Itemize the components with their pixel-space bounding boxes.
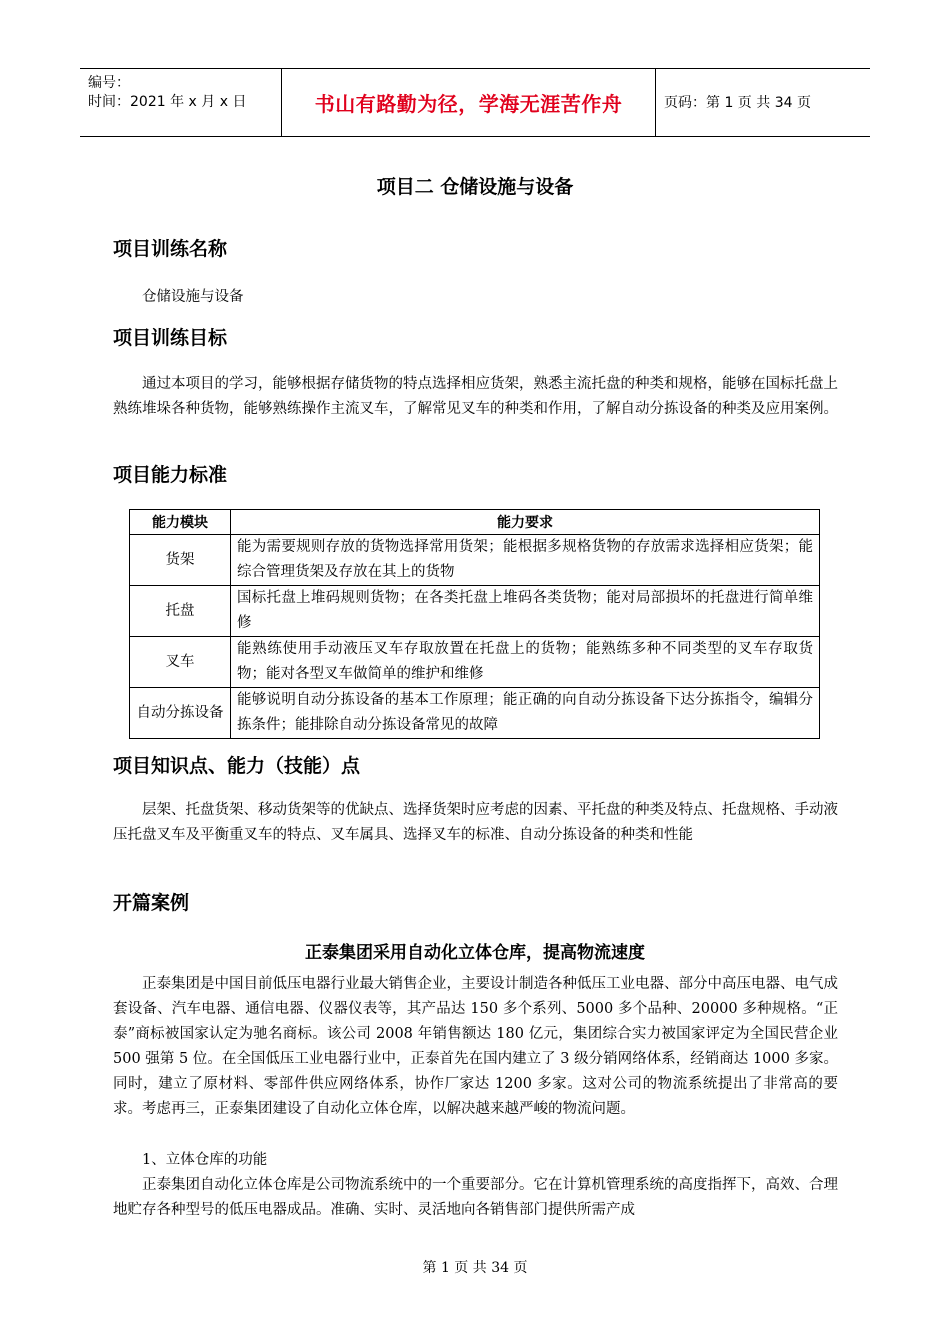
table-row xyxy=(130,535,820,586)
case-title: 正泰集团采用自动化立体仓库，提高物流速度 xyxy=(305,943,645,963)
section-text-knowledge: 层架、托盘货架、移动货架等的优缺点、选择货架时应考虑的因素、平托盘的种类及特点、托盘规格、手动液压托盘叉车及平衡重叉车的特点、叉车属具、选择叉车的标准、自动分拣设备的种类和性能 xyxy=(113,802,838,843)
header-motto: 书山有路勤为径，学海无涯苦作舟 xyxy=(282,68,656,136)
table-row xyxy=(130,586,820,637)
table-header-module: 能力模块 xyxy=(130,510,231,535)
section-heading-goal: 项目训练目标 xyxy=(113,327,228,349)
header-date: 时间：2021 年 x 月 x 日 xyxy=(88,94,247,110)
section-heading-knowledge: 项目知识点、能力（技能）点 xyxy=(113,755,361,777)
header-meta xyxy=(80,68,282,136)
header-bottom-rule xyxy=(80,136,870,137)
table-row xyxy=(130,688,820,739)
table-cell-module: 托盘 xyxy=(130,586,231,637)
table-cell-module: 自动分拣设备 xyxy=(130,688,231,739)
table-row xyxy=(130,637,820,688)
table-cell-requirement: 能够说明自动分拣设备的基本工作原理；能正确的向自动分拣设备下达分拣指令，编辑分拣条件；能排除自动分拣设备常见的故障 xyxy=(231,688,820,739)
table-header-requirement: 能力要求 xyxy=(231,510,820,535)
table-cell-requirement: 国标托盘上堆码规则货物；在各类托盘上堆码各类货物；能对局部损坏的托盘进行简单维修 xyxy=(231,586,820,637)
page-title: 项目二 仓储设施与设备 xyxy=(376,176,574,198)
section-text-goal: 通过本项目的学习，能够根据存储货物的特点选择相应货架，熟悉主流托盘的种类和规格，能够在国标托盘上熟练堆垛各种货物，能够熟练操作主流叉车，了解常见叉车的种类和作用，了解自动分拣设备的种类及应用案例。 xyxy=(113,376,838,417)
table-cell-requirement: 能为需要规则存放的货物选择常用货架；能根据多规格货物的存放需求选择相应货架；能综合管理货架及存放在其上的货物 xyxy=(231,535,820,586)
table-cell-requirement: 能熟练使用手动液压叉车存取放置在托盘上的货物；能熟练多种不同类型的叉车存取货物；能对各型叉车做简单的维护和维修 xyxy=(231,637,820,688)
table-cell-module: 货架 xyxy=(130,535,231,586)
section-heading-name: 项目训练名称 xyxy=(113,238,228,260)
case-paragraph-1: 正泰集团是中国目前低压电器行业最大销售企业，主要设计制造各种低压工业电器、部分中高压电器、电气成套设备、汽车电器、通信电器、仪器仪表等，其产品达 150 多个系列、5000 多个品种、20000 多种规格。“正泰”商标被国家认定为驰名商标。该公司 2008 年销售额达 180 亿元，集团综合实力被国家评定为全国民营企业 500 强第 5 位。在全国低压工业电器行业中，正泰首先在国内建立了 3 级分销网络体系，经销商达 1000 多家。同时，建立了原材料、零部件供应网络体系，协作厂家达 1200 多家。这对公司的物流系统提出了非常高的要求。考虑再三，正泰集团建设了自动化立体仓库，以解决越来越严峻的物流问题。 xyxy=(113,976,838,1117)
ability-table xyxy=(129,509,820,739)
page-footer: 第 1 页 共 34 页 xyxy=(422,1260,528,1276)
header-number: 编号： xyxy=(88,75,130,91)
case-subheading: 1、立体仓库的功能 xyxy=(142,1152,268,1168)
section-heading-case: 开篇案例 xyxy=(113,892,190,914)
case-paragraph-2: 正泰集团自动化立体仓库是公司物流系统中的一个重要部分。它在计算机管理系统的高度指挥下，高效、合理地贮存各种型号的低压电器成品。准确、实时、灵活地向各销售部门提供所需产成 xyxy=(113,1177,838,1218)
section-text-name: 仓储设施与设备 xyxy=(142,289,244,305)
table-header-row xyxy=(130,510,820,535)
header-page-info: 页码：第 1 页 共 34 页 xyxy=(664,95,811,111)
table-cell-module: 叉车 xyxy=(130,637,231,688)
section-heading-standard: 项目能力标准 xyxy=(113,464,228,486)
